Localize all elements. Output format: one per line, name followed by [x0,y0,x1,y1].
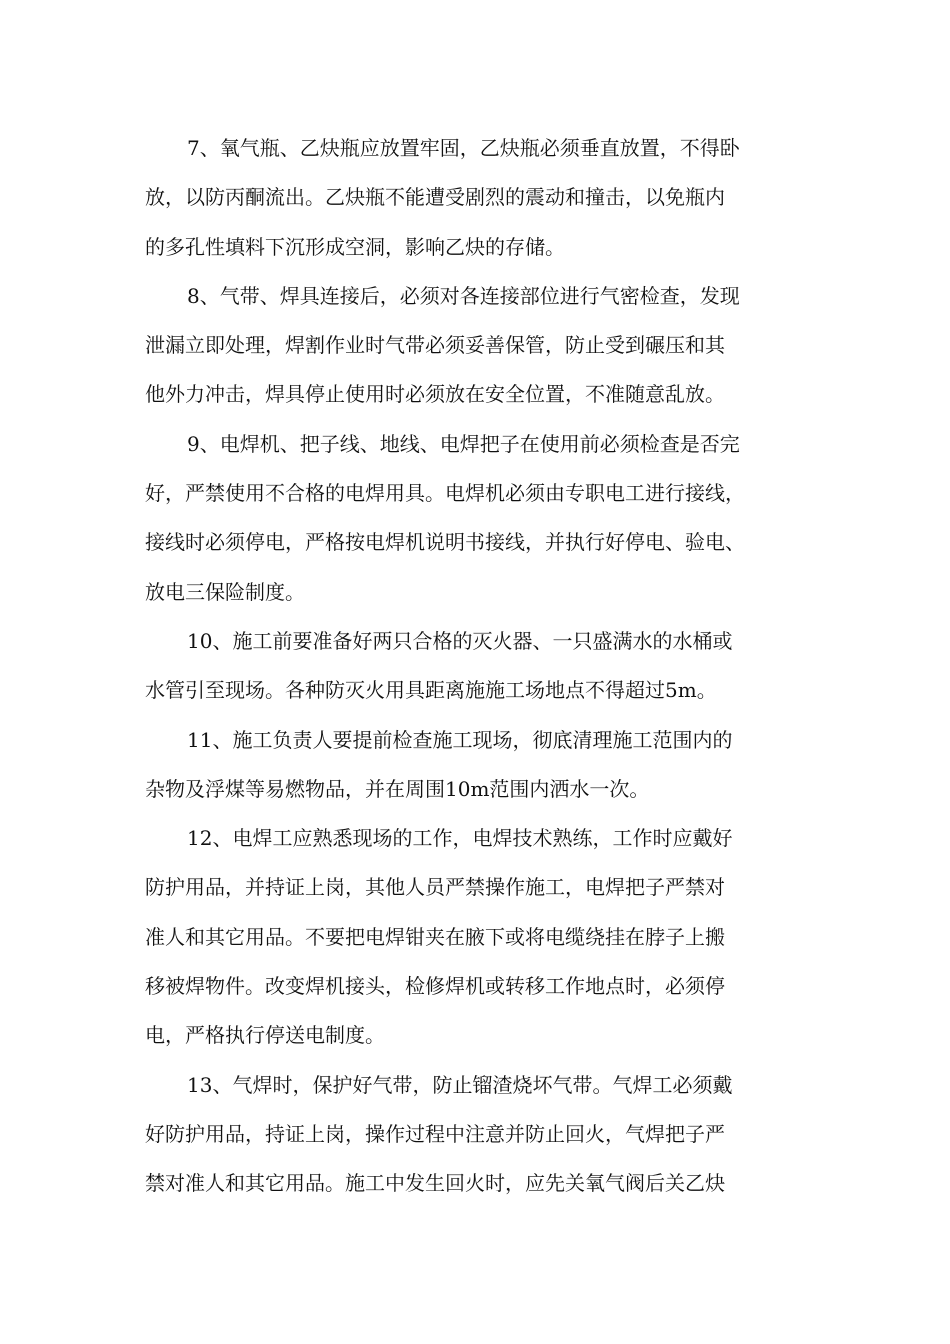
paragraph-7 [145,124,815,272]
paragraph-line: 的多孔性填料下沉形成空洞，影响乙炔的存储。 [145,234,565,259]
paragraph-9 [145,420,815,617]
paragraph-11 [145,716,815,815]
paragraph-line: 放电三保险制度。 [145,579,305,604]
paragraph-line: 电，严格执行停送电制度。 [145,1023,385,1048]
document-body [145,124,815,1209]
paragraph-line: 放，以防丙酮流出。乙炔瓶不能遭受剧烈的震动和撞击，以免瓶内 [145,185,725,210]
paragraph-line: 泄漏立即处理，焊割作业时气带必须妥善保管，防止受到碾压和其 [145,333,725,358]
paragraph-line: 防护用品，并持证上岗，其他人员严禁操作施工，电焊把子严禁对 [145,875,725,900]
paragraph-line: 他外力冲击，焊具停止使用时必须放在安全位置，不准随意乱放。 [145,382,725,407]
paragraph-13 [145,1061,815,1209]
paragraph-line: 移被焊物件。改变焊机接头，检修焊机或转移工作地点时，必须停 [145,974,725,999]
paragraph-line: 好，严禁使用不合格的电焊用具。电焊机必须由专职电工进行接线， [145,481,745,506]
paragraph-line: 准人和其它用品。不要把电焊钳夹在腋下或将电缆绕挂在脖子上搬 [145,924,725,949]
paragraph-12 [145,814,815,1060]
paragraph-8 [145,272,815,420]
paragraph-line: 水管引至现场。各种防灭火用具距离施施工场地点不得超过5m。 [145,678,717,703]
paragraph-line: 好防护用品，持证上岗，操作过程中注意并防止回火，气焊把子严 [145,1121,725,1146]
paragraph-first-line: 7、氧气瓶、乙炔瓶应放置牢固，乙炔瓶必须垂直放置，不得卧 [187,136,740,160]
paragraph-line: 接线时必须停电，严格按电焊机说明书接线，并执行好停电、验电、 [145,530,745,555]
paragraph-first-line: 9、电焊机、把子线、地线、电焊把子在使用前必须检查是否完 [187,431,740,456]
paragraph-first-line: 8、气带、焊具连接后，必须对各连接部位进行气密检查，发现 [187,283,740,308]
paragraph-first-line: 10、施工前要准备好两只合格的灭火器、一只盛满水的水桶或 [187,628,733,653]
paragraph-line: 禁对准人和其它用品。施工中发生回火时，应先关氧气阀后关乙炔 [145,1171,725,1196]
paragraph-first-line: 11、施工负责人要提前检查施工现场，彻底清理施工范围内的 [187,727,733,752]
paragraph-10 [145,617,815,716]
paragraph-line: 杂物及浮煤等易燃物品，并在周围10m范围内洒水一次。 [145,776,650,801]
paragraph-first-line: 13、气焊时，保护好气带，防止镏渣烧坏气带。气焊工必须戴 [187,1072,733,1097]
paragraph-first-line: 12、电焊工应熟悉现场的工作，电焊技术熟练，工作时应戴好 [187,826,733,851]
